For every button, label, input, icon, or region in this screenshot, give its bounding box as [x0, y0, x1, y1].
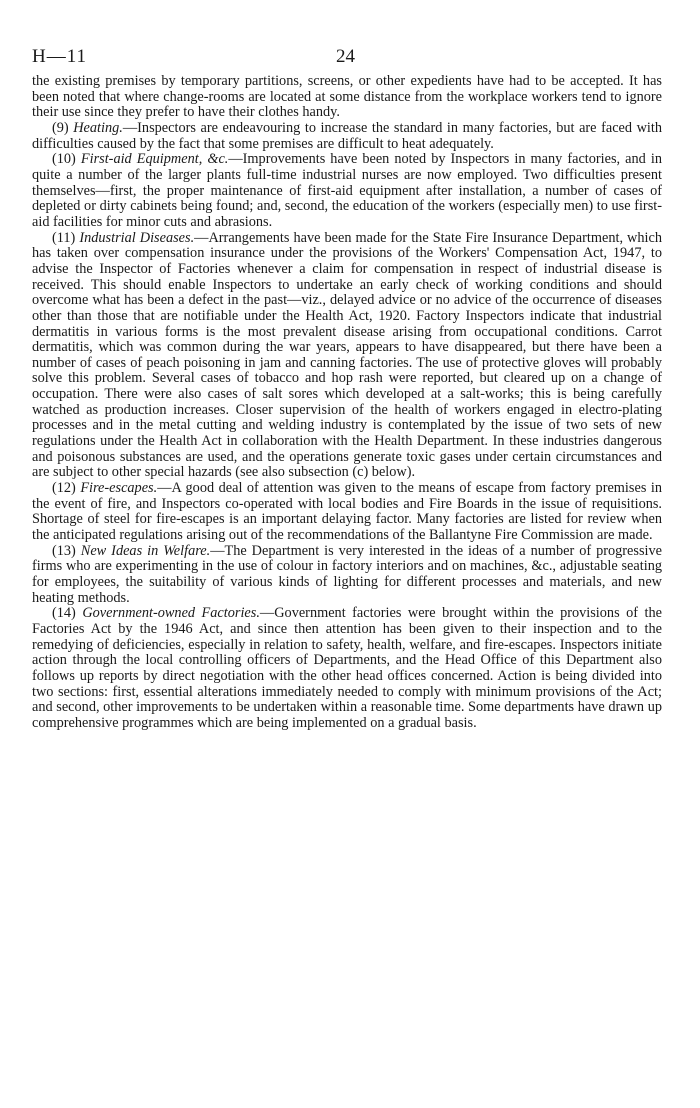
paragraph-text: —Government factories were brought within the provisions of the Factories Act by the 1946 Act, and since then attention has been given to their inspection and to the remedying of deficiencies, especially in relation to safety, health, welfare, and fire-escapes. Inspectors initiate action through the local controlling officers of Departments, and the Head Office of this Department also follows up reports by direct negotiation with the other head offices concerned. Action is being divided into two sections: first, essential alterations immediately needed to comply with minimum provisions of the Act; and second, other improvements to be undertaken within a reasonable time. Some departments have drawn up comprehensive programmes which are being implemented on a gradual basis. [32, 605, 662, 731]
paragraph-text: —Inspectors are endeavouring to increase the standard in many factories, but are faced with difficulties caused by the fact that some premises are difficult to heat adequately. [32, 119, 663, 152]
paragraph-text: —A good deal of attention was given to the means of escape from factory premises in the event of fire, and Inspectors co-operated with local bodies and Fire Boards in the issue of requisitions. Shortage of steel for fire-escapes is an important delaying factor. Many factories are listed for review when the anticipated regulations arising out of the recommendations of the Ballantyne Fire Commission are made. [32, 480, 662, 544]
paragraph-number: (14) [52, 605, 83, 622]
paragraph-number: (11) [52, 229, 80, 246]
document-reference: H—11 [32, 46, 88, 67]
paragraph-number: (13) [52, 542, 81, 559]
document-page [32, 46, 662, 732]
page-header [32, 46, 662, 74]
paragraph-text: —The Department is very interested in the ideas of a number of progressive firms who are experimenting in the use of colour in factory interiors and on machines, &c., adjustable seating for employees, the suitability of various kinds of lighting for different processes and materials, and new heating methods. [32, 542, 662, 606]
paragraph-number: (10) [52, 151, 81, 168]
paragraph-government-factories [32, 606, 662, 731]
paragraph-new-ideas [32, 544, 662, 607]
paragraph-heading: Industrial Diseases. [79, 229, 195, 246]
paragraph-continuation [32, 74, 662, 121]
document-body [32, 74, 662, 732]
page-number: 24 [336, 46, 355, 67]
paragraph-text: —Arrangements have been made for the State Fire Insurance Department, which has taken over compensation insurance under the provisions of the Workers' Compensation Act, 1947, to advise the Inspector of Factories whenever a claim for compensation in respect of industrial disease is received. This should enable Inspectors to undertake an early check of working conditions and should overcome what has been a defect in the past—viz., delayed advice or no advice of the occurrence of diseases other than those that are notifiable under the Health Act, 1920. Factory Inspectors indicate that industrial dermatitis in various forms is the most prevalent disease arising from occupational conditions. Carrot dermatitis, which was common during the war years, appears to have disappeared, but there have been a number of cases of peach poisoning in jam and canning factories. The use of protective gloves will probably solve this problem. Several cases of tobacco and hop rash were reported, but cleared up on a change of occupation. There were also cases of salt sores which developed at a salt-works; this is being carefully watched as production increases. Closer supervision of the health of workers engaged in electro-plating processes and in the metal cutting and welding industry is contemplated by the issue of two sets of new regulations under the Health Act in collaboration with the Health Department. In these industries dangerous and poisonous substances are used, and the operations generate toxic gases under certain circumstances and are subject to other special hazards (see also subsection (c) below). [32, 229, 662, 481]
paragraph-heading: Heating. [73, 119, 123, 136]
paragraph-fire-escapes [32, 481, 662, 544]
paragraph-heading: Fire-escapes. [80, 480, 158, 497]
paragraph-number: (9) [52, 119, 74, 136]
paragraph-heading: Government-owned Factories. [82, 605, 260, 622]
paragraph-heating [32, 121, 662, 152]
paragraph-heading: First-aid Equipment, &c. [80, 151, 229, 168]
paragraph-text: —Improvements have been noted by Inspectors in many factories, and in quite a number of the larger plants full-time industrial nurses are now employed. Two difficulties present themselves—first, the proper maintenance of first-aid equipment after installation, a number of cases of depleted or dirty cabinets being found; and, second, the education of the workers (especially men) to use first-aid facilities for minor cuts and abrasions. [32, 151, 662, 230]
paragraph-industrial-diseases [32, 231, 662, 482]
paragraph-first-aid [32, 152, 662, 230]
paragraph-number: (12) [52, 480, 81, 497]
paragraph-text: the existing premises by temporary partitions, screens, or other expedients have had to be accepted. It has been noted that where change-rooms are located at some distance from the workplace workers tend to ignore their use since they prefer to have their clothes handy. [32, 73, 662, 121]
paragraph-heading: New Ideas in Welfare. [80, 542, 211, 559]
